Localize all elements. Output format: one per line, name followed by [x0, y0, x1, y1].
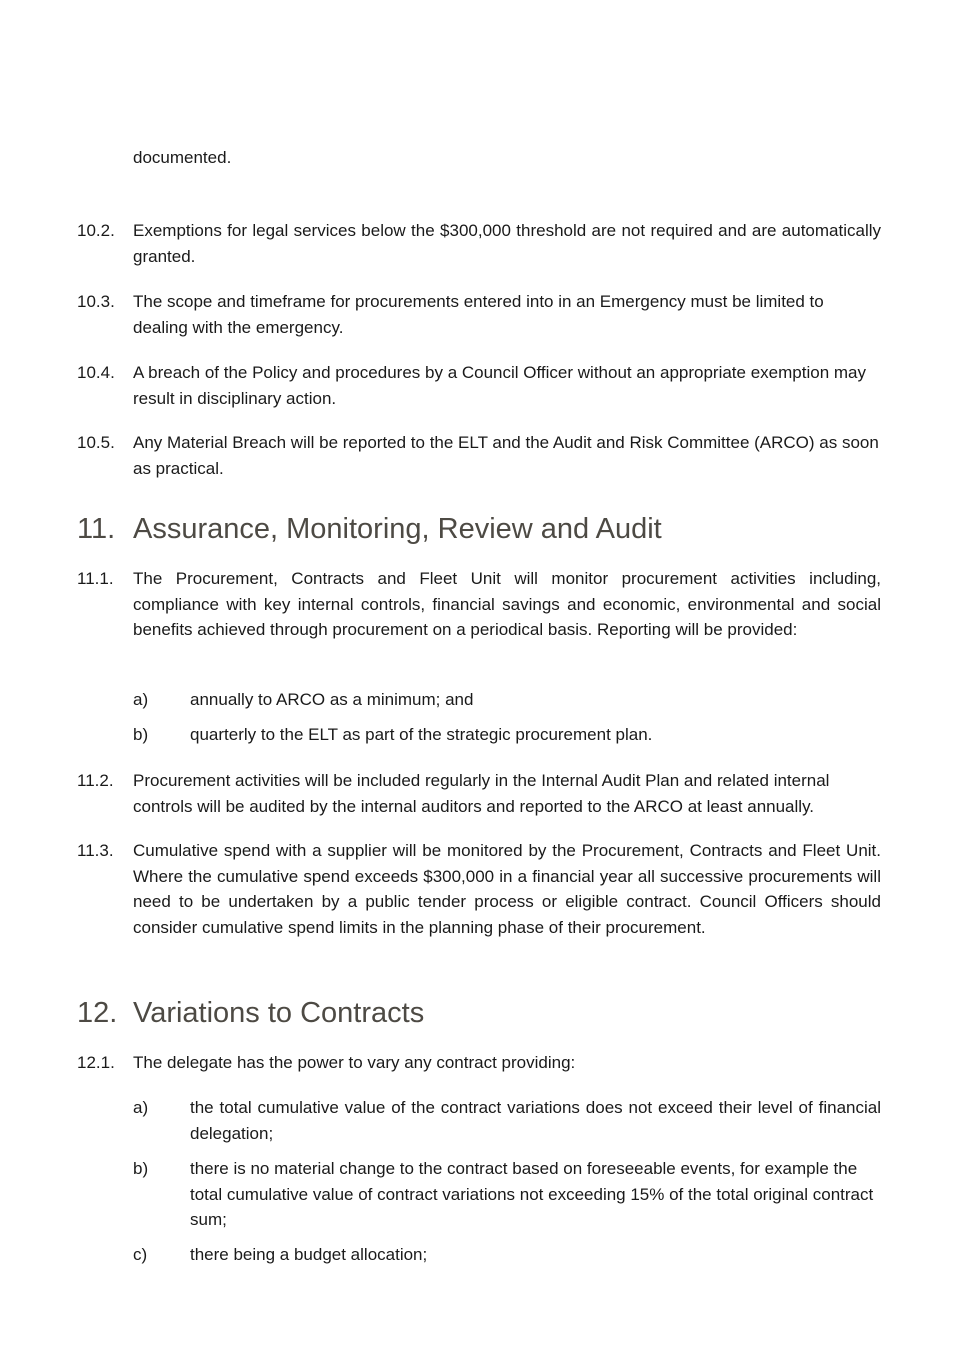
subitem-text: there being a budget allocation;	[190, 1245, 428, 1264]
subitem-letter: a)	[133, 690, 149, 709]
subitem-text: annually to ARCO as a minimum; and	[190, 690, 474, 709]
clause-number: 10.4.	[77, 363, 115, 382]
clause-number: 11.3.	[77, 841, 114, 860]
subitem-text: the total cumulative value of the contract variations does not exceed their level of financial delegation;	[190, 1098, 881, 1143]
clause-text: Procurement activities will be included regularly in the Internal Audit Plan and related internal controls will be audited by the internal auditors and reported to the ARCO at least annually.	[133, 771, 830, 816]
subitem-letter: a)	[133, 1098, 149, 1117]
clause-number: 10.5.	[77, 433, 115, 452]
clause-number: 10.3.	[77, 292, 115, 311]
clause-text: A breach of the Policy and procedures by a Council Officer without an appropriate exemption may result in disciplinary action.	[133, 363, 866, 408]
continuation-text: documented.	[133, 148, 232, 167]
heading-title: Variations to Contracts	[133, 997, 425, 1029]
clause-number: 11.1.	[77, 569, 114, 588]
clause-text: The delegate has the power to vary any contract providing:	[133, 1053, 576, 1072]
subitem-letter: b)	[133, 1159, 149, 1178]
heading-title: Assurance, Monitoring, Review and Audit	[133, 513, 662, 545]
clause-number: 10.2.	[77, 221, 115, 240]
clause-text: The Procurement, Contracts and Fleet Unit will monitor procurement activities including, compliance with key internal controls, financial savings and economic, environmental and social benefits achieved through procurement on a periodical basis. Reporting will be provided:	[133, 569, 881, 639]
clause-text: Any Material Breach will be reported to the ELT and the Audit and Risk Committee (ARCO) as soon as practical.	[133, 433, 879, 478]
subitem-letter: c)	[133, 1245, 148, 1264]
clause-number: 12.1.	[77, 1053, 115, 1072]
subitem-text: quarterly to the ELT as part of the strategic procurement plan.	[190, 725, 653, 744]
heading-number: 11.	[77, 513, 116, 545]
clause-text: Cumulative spend with a supplier will be monitored by the Procurement, Contracts and Fleet Unit. Where the cumulative spend exceeds $300,000 in a financial year all successive procurements will need to be undertaken by a public tender process or eligible contract. Council Officers should consider cumulative spend limits in the planning phase of their procurement.	[133, 841, 881, 937]
heading-number: 12.	[77, 997, 118, 1029]
subitem-text: there is no material change to the contract based on foreseeable events, for example the total cumulative value of contract variations not exceeding 15% of the total original contract sum;	[190, 1159, 874, 1229]
subitem-letter: b)	[133, 725, 149, 744]
clause-text: Exemptions for legal services below the $300,000 threshold are not required and are automatically granted.	[133, 221, 881, 266]
clause-text: The scope and timeframe for procurements entered into in an Emergency must be limited to dealing with the emergency.	[133, 292, 824, 337]
clause-number: 11.2.	[77, 771, 114, 790]
